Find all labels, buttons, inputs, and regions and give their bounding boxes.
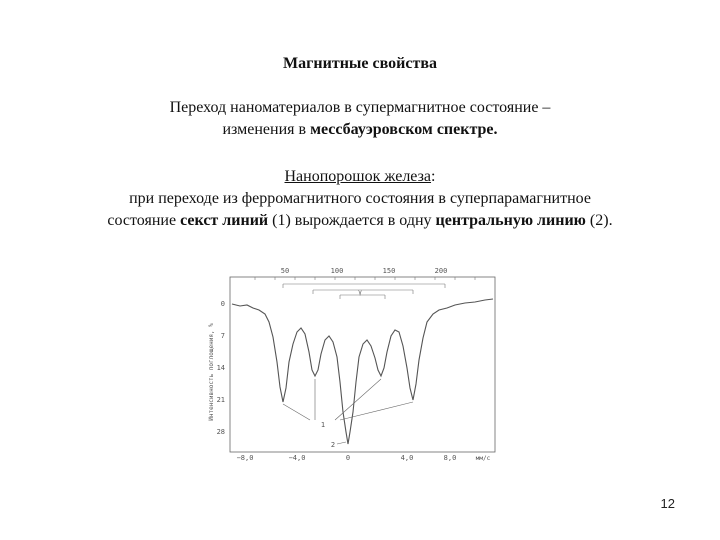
- x-tick-label: 8,0: [443, 454, 457, 462]
- top-tick-label: 150: [382, 267, 396, 275]
- para-line-3-pre: состояние: [107, 212, 181, 229]
- top-tick-marks: [255, 277, 475, 280]
- mossbauer-spectrum-figure: [195, 262, 505, 462]
- para-bold-central-line: центральную линию: [435, 212, 586, 229]
- para-line-3-post: (2).: [585, 212, 613, 229]
- y-tick-label: 0: [220, 300, 225, 308]
- top-tick-label: 50: [280, 267, 290, 275]
- y-tick-label: 28: [216, 428, 225, 436]
- subtitle-line-2: [0, 119, 720, 141]
- y-tick-label: 14: [216, 364, 225, 372]
- peak-label-2: 2: [330, 441, 336, 449]
- peak-1-pointers: [283, 379, 413, 420]
- para-bold-sextet: секст линий: [180, 212, 269, 229]
- slide-subtitle: [0, 97, 720, 141]
- page-number: 12: [660, 496, 675, 511]
- x-axis-unit: мм/с: [475, 455, 491, 462]
- top-tick-label: 100: [330, 267, 344, 275]
- top-tick-label: 200: [434, 267, 448, 275]
- para-heading: Нанопорошок железа: [284, 168, 432, 185]
- line-brackets: [283, 284, 445, 299]
- y-tick-label: 21: [216, 396, 225, 404]
- peak-label-1: 1: [320, 421, 326, 429]
- figure-frame: [230, 277, 495, 452]
- spectrum-trace: [232, 299, 493, 444]
- para-line-3-mid: (1) вырождается в одну: [268, 212, 436, 229]
- y-tick-label: 7: [220, 332, 225, 340]
- peak-2-pointer: [337, 442, 346, 444]
- para-line-2: при переходе из ферромагнитного состояния в суперпарамагнитное: [129, 190, 591, 207]
- x-tick-label: 4,0: [400, 454, 414, 462]
- y-axis-label: Интенсивность поглощения, %: [208, 323, 215, 421]
- para-colon: :: [431, 168, 436, 185]
- x-tick-label: −4,0: [288, 454, 306, 462]
- slide-paragraph: [0, 166, 720, 232]
- x-tick-label: 0: [345, 454, 351, 462]
- x-tick-label: −8,0: [236, 454, 254, 462]
- slide-title: Магнитные свойства: [283, 55, 437, 72]
- para-line-1: [0, 166, 720, 188]
- subtitle-line-2-text: изменения в: [222, 121, 311, 138]
- para-line-3: [0, 210, 720, 232]
- bracket-label: γ: [358, 289, 362, 296]
- subtitle-line-1: Переход наноматериалов в супермагнитное состояние –: [169, 99, 551, 116]
- subtitle-line-2-bold: мессбауэровском спектре.: [310, 121, 498, 138]
